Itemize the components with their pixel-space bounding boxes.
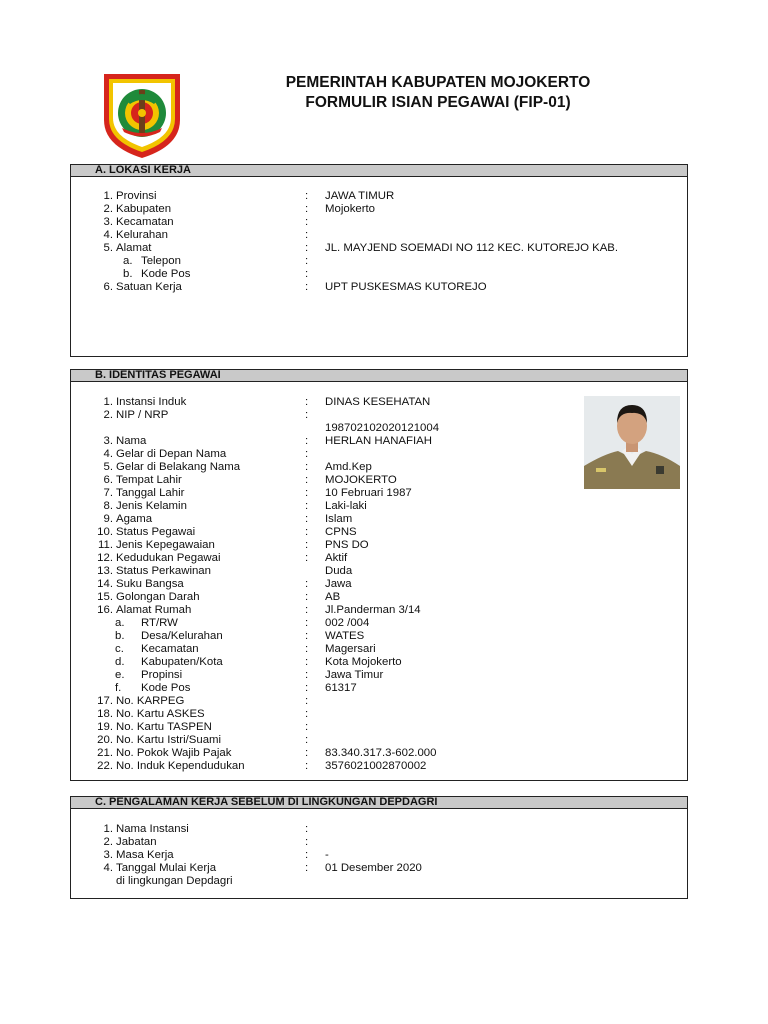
row-colon: : (305, 435, 309, 447)
row-colon: : (305, 190, 309, 202)
row-number: 1. (103, 823, 113, 835)
row-number: 3. (103, 849, 113, 861)
row-colon: : (305, 474, 309, 486)
row-number: 8. (103, 500, 113, 512)
row-number: 22. (97, 760, 113, 772)
row-colon: : (305, 203, 309, 215)
row-label: RT/RW (141, 617, 178, 629)
row-label: Jenis Kelamin (116, 500, 187, 512)
row-colon: : (305, 721, 309, 733)
row-number: 2. (103, 409, 113, 421)
row-label: Instansi Induk (116, 396, 187, 408)
row-number: 4. (103, 448, 113, 460)
row-colon: : (305, 578, 309, 590)
row-value: JAWA TIMUR (325, 190, 395, 202)
row-label: No. Induk Kependudukan (116, 760, 245, 772)
row-value: UPT PUSKESMAS KUTOREJO (325, 281, 487, 293)
row-colon: : (305, 396, 309, 408)
row-label: Jenis Kepegawaian (116, 539, 215, 551)
row-colon: : (305, 695, 309, 707)
row-number: d. (115, 656, 125, 668)
row-number: 9. (103, 513, 113, 525)
person-photo-icon (584, 396, 680, 489)
row-number: e. (115, 669, 125, 681)
row-value: Islam (325, 513, 353, 525)
row-label: Gelar di Belakang Nama (116, 461, 241, 473)
row-label: Jabatan (116, 836, 157, 848)
row-value: PNS DO (325, 539, 369, 551)
row-number: 2. (103, 203, 113, 215)
row-label: Desa/Kelurahan (141, 630, 223, 642)
row-number: 6. (103, 281, 113, 293)
row-colon: : (305, 281, 309, 293)
row-number: 1. (103, 396, 113, 408)
row-value: 01 Desember 2020 (325, 862, 422, 874)
row-label: No. Kartu Istri/Suami (116, 734, 222, 746)
row-label: Golongan Darah (116, 591, 200, 603)
row-label: Tempat Lahir (116, 474, 182, 486)
row-colon: : (305, 656, 309, 668)
row-label: Kecamatan (141, 643, 199, 655)
row-colon: : (305, 448, 309, 460)
row-number: 3. (103, 435, 113, 447)
row-label: No. Pokok Wajib Pajak (116, 747, 232, 759)
header-title-line2: FORMULIR ISIAN PEGAWAI (FIP-01) (305, 94, 571, 111)
row-label: Provinsi (116, 190, 157, 202)
row-number: 5. (103, 461, 113, 473)
row-number: b. (123, 268, 133, 280)
row-number: 1. (103, 190, 113, 202)
row-colon: : (305, 268, 309, 280)
row-value: AB (325, 591, 341, 603)
row-colon: : (305, 617, 309, 629)
row-label: NIP / NRP (116, 409, 169, 421)
row-number: 15. (97, 591, 113, 603)
row-label: Satuan Kerja (116, 281, 182, 293)
row-label: Nama (116, 435, 147, 447)
row-number: 3. (103, 216, 113, 228)
row-value: Mojokerto (325, 203, 376, 215)
row-value: DINAS KESEHATAN (325, 396, 431, 408)
row-value: MOJOKERTO (325, 474, 397, 486)
row-value: - (325, 849, 329, 861)
row-colon: : (305, 409, 309, 421)
row-value: Duda (325, 565, 353, 577)
row-number: 16. (97, 604, 113, 616)
row-label: Kabupaten (116, 203, 172, 215)
row-value: Jl.Panderman 3/14 (325, 604, 421, 616)
row-number: 18. (97, 708, 113, 720)
section-a-title: A. LOKASI KERJA (71, 165, 687, 177)
row-colon: : (305, 643, 309, 655)
row-value: WATES (325, 630, 365, 642)
section-b-title: B. IDENTITAS PEGAWAI (71, 370, 687, 382)
row-number: 12. (97, 552, 113, 564)
row-colon: : (305, 242, 309, 254)
row-colon: : (305, 862, 309, 874)
row-number: 14. (97, 578, 113, 590)
section-identitas-pegawai (70, 369, 688, 781)
row-colon: : (305, 255, 309, 267)
row-colon: : (305, 552, 309, 564)
employee-photo (584, 396, 680, 489)
row-label: Nama Instansi (116, 823, 189, 835)
row-label: Status Pegawai (116, 526, 196, 538)
row-colon: : (305, 682, 309, 694)
row-label: Kelurahan (116, 229, 168, 241)
row-colon: : (305, 747, 309, 759)
row-value: Laki-laki (325, 500, 367, 512)
row-value: 83.340.317.3-602.000 (325, 747, 437, 759)
row-label: No. Kartu TASPEN (116, 721, 212, 733)
row-number: 4. (103, 862, 113, 874)
row-colon: : (305, 708, 309, 720)
row-colon: : (305, 836, 309, 848)
row-colon: : (305, 630, 309, 642)
row-label: Masa Kerja (116, 849, 174, 861)
row-value: 198702102020121004 (325, 422, 440, 434)
row-value: Kota Mojokerto (325, 656, 402, 668)
row-colon: : (305, 760, 309, 772)
row-number: 2. (103, 836, 113, 848)
row-colon: : (305, 500, 309, 512)
mojokerto-emblem-logo (96, 68, 188, 160)
row-label: No. Kartu ASKES (116, 708, 205, 720)
row-colon: : (305, 539, 309, 551)
section-lokasi-kerja (70, 164, 688, 357)
row-label: Tanggal Lahir (116, 487, 185, 499)
row-value: 61317 (325, 682, 357, 694)
row-label: Tanggal Mulai Kerja (116, 862, 217, 874)
row-value: Amd.Kep (325, 461, 372, 473)
row-number: 11. (98, 539, 113, 551)
row-label: Alamat Rumah (116, 604, 192, 616)
row-number: f. (115, 682, 122, 694)
row-colon: : (305, 823, 309, 835)
row-value: Aktif (325, 552, 348, 564)
row-label: Kedudukan Pegawai (116, 552, 221, 564)
row-number: 4. (103, 229, 113, 241)
row-label: Propinsi (141, 669, 183, 681)
row-label: Agama (116, 513, 153, 525)
row-colon: : (305, 849, 309, 861)
row-label: di lingkungan Depdagri (116, 875, 233, 887)
row-value: CPNS (325, 526, 357, 538)
row-label: Alamat (116, 242, 152, 254)
row-number: 19. (97, 721, 113, 733)
row-label: Kabupaten/Kota (141, 656, 223, 668)
row-value: 3576021002870002 (325, 760, 427, 772)
header-title-line1: PEMERINTAH KABUPATEN MOJOKERTO (285, 74, 591, 91)
row-value: JL. MAYJEND SOEMADI NO 112 KEC. KUTOREJO KAB. (325, 242, 619, 254)
row-number: 5. (103, 242, 113, 254)
section-c-title: C. PENGALAMAN KERJA SEBELUM DI LINGKUNGAN DEPDAGRI (71, 797, 687, 809)
row-colon: : (305, 487, 309, 499)
row-colon: : (305, 216, 309, 228)
row-colon: : (305, 513, 309, 525)
row-number: 10. (97, 526, 113, 538)
row-number: 21. (97, 747, 113, 759)
row-label: Kode Pos (141, 268, 191, 280)
row-colon: : (305, 604, 309, 616)
row-colon: : (305, 669, 309, 681)
row-number: 7. (103, 487, 113, 499)
row-label: No. KARPEG (116, 695, 185, 707)
row-colon: : (305, 229, 309, 241)
row-label: Status Perkawinan (116, 565, 211, 577)
row-number: a. (123, 255, 133, 267)
row-number: c. (115, 643, 124, 655)
row-number: a. (115, 617, 125, 629)
row-number: 6. (103, 474, 113, 486)
row-value: Jawa (325, 578, 352, 590)
row-label: Gelar di Depan Nama (116, 448, 227, 460)
row-number: 13. (97, 565, 113, 577)
row-label: Kecamatan (116, 216, 174, 228)
row-colon: : (305, 734, 309, 746)
row-value: 002 /004 (325, 617, 370, 629)
row-number: b. (115, 630, 125, 642)
row-colon: : (305, 526, 309, 538)
row-value: 10 Februari 1987 (325, 487, 412, 499)
row-value: Magersari (325, 643, 376, 655)
row-value: HERLAN HANAFIAH (325, 435, 432, 447)
row-label: Telepon (141, 255, 181, 267)
row-colon: : (305, 461, 309, 473)
row-colon: : (305, 591, 309, 603)
row-value: Jawa Timur (325, 669, 384, 681)
row-number: 20. (97, 734, 113, 746)
section-pengalaman-kerja (70, 796, 688, 899)
row-number: 17. (97, 695, 113, 707)
row-label: Kode Pos (141, 682, 191, 694)
row-label: Suku Bangsa (116, 578, 184, 590)
